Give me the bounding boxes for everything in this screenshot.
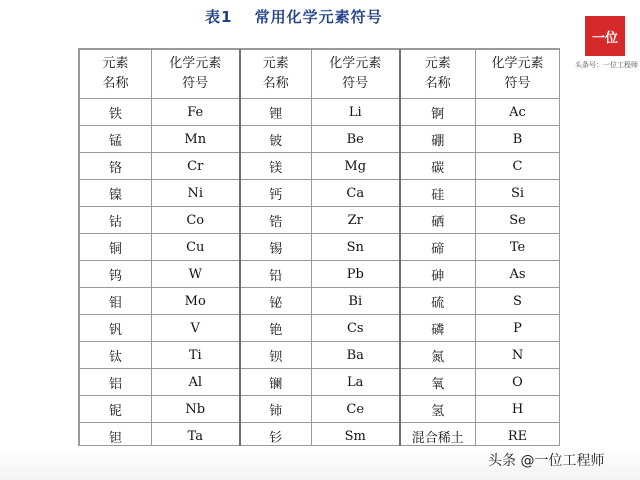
element-symbol-cell: Ac [476, 99, 560, 126]
element-name-cell: 钴 [80, 207, 152, 234]
element-name-cell: 铯 [240, 315, 312, 342]
element-symbol-cell: H [476, 396, 560, 423]
element-symbol-cell: Ni [152, 180, 240, 207]
element-symbol-cell: Sn [312, 234, 400, 261]
element-name-cell: 钒 [80, 315, 152, 342]
element-name-cell: 钡 [240, 342, 312, 369]
element-symbol-table [78, 48, 560, 446]
header-symbol: 化学元素 符号 [312, 50, 400, 99]
element-name-cell: 硫 [400, 288, 476, 315]
logo-caption: 头条号：一位工程师 [575, 61, 638, 69]
element-symbol-cell: RE [476, 423, 560, 450]
element-name-cell: 锡 [240, 234, 312, 261]
element-name-cell: 镍 [80, 180, 152, 207]
table-row [80, 369, 560, 396]
table-row [80, 99, 560, 126]
element-name-cell: 铝 [80, 369, 152, 396]
element-name-cell: 铌 [80, 396, 152, 423]
table-row [80, 288, 560, 315]
element-name-cell: 碳 [400, 153, 476, 180]
element-symbol-cell: Li [312, 99, 400, 126]
element-symbol-cell: Mg [312, 153, 400, 180]
element-symbol-cell: Zr [312, 207, 400, 234]
element-symbol-cell: C [476, 153, 560, 180]
element-name-cell: 镧 [240, 369, 312, 396]
element-symbol-cell: Mn [152, 126, 240, 153]
element-symbol-cell: Be [312, 126, 400, 153]
table-row [80, 315, 560, 342]
element-symbol-cell: S [476, 288, 560, 315]
element-symbol-cell: Nb [152, 396, 240, 423]
header-element-name: 元素 名称 [80, 50, 152, 99]
element-name-cell: 铍 [240, 126, 312, 153]
element-symbol-cell: Ta [152, 423, 240, 450]
element-name-cell: 钽 [80, 423, 152, 450]
table-row [80, 234, 560, 261]
element-symbol-cell: O [476, 369, 560, 396]
table-title [205, 6, 465, 30]
table-row [80, 342, 560, 369]
element-symbol-cell: La [312, 369, 400, 396]
symbol-table [79, 49, 560, 450]
element-symbol-cell: W [152, 261, 240, 288]
element-name-cell: 铅 [240, 261, 312, 288]
table-row [80, 180, 560, 207]
element-name-cell: 碲 [400, 234, 476, 261]
table-title-text: 常用化学元素符号 [254, 8, 383, 26]
element-name-cell: 钛 [80, 342, 152, 369]
element-name-cell: 铈 [240, 396, 312, 423]
element-name-cell: 钼 [80, 288, 152, 315]
table-number: 表1 [205, 8, 233, 26]
element-symbol-cell: Cr [152, 153, 240, 180]
element-symbol-cell: Fe [152, 99, 240, 126]
element-name-cell: 钐 [240, 423, 312, 450]
channel-logo [575, 16, 638, 72]
header-element-name: 元素 名称 [240, 50, 312, 99]
table-row [80, 261, 560, 288]
header-symbol: 化学元素 符号 [152, 50, 240, 99]
element-symbol-cell: Si [476, 180, 560, 207]
element-name-cell: 硼 [400, 126, 476, 153]
element-symbol-cell: As [476, 261, 560, 288]
table-row [80, 207, 560, 234]
element-symbol-cell: P [476, 315, 560, 342]
element-name-cell: 混合稀土 [400, 423, 476, 450]
element-symbol-cell: Co [152, 207, 240, 234]
element-symbol-cell: Cu [152, 234, 240, 261]
table-row [80, 126, 560, 153]
element-name-cell: 钨 [80, 261, 152, 288]
element-name-cell: 锰 [80, 126, 152, 153]
element-name-cell: 锕 [400, 99, 476, 126]
element-symbol-cell: Bi [312, 288, 400, 315]
element-name-cell: 氧 [400, 369, 476, 396]
element-symbol-cell: Ba [312, 342, 400, 369]
element-name-cell: 钙 [240, 180, 312, 207]
element-symbol-cell: Te [476, 234, 560, 261]
element-name-cell: 铬 [80, 153, 152, 180]
table-row [80, 396, 560, 423]
element-name-cell: 硒 [400, 207, 476, 234]
element-symbol-cell: V [152, 315, 240, 342]
element-name-cell: 铜 [80, 234, 152, 261]
logo-mark: 一位 [585, 16, 625, 56]
source-watermark: 头条 @一位工程师 [488, 453, 605, 469]
element-name-cell: 硅 [400, 180, 476, 207]
element-symbol-cell: B [476, 126, 560, 153]
element-name-cell: 铋 [240, 288, 312, 315]
element-symbol-cell: Ti [152, 342, 240, 369]
header-symbol: 化学元素 符号 [476, 50, 560, 99]
element-name-cell: 氮 [400, 342, 476, 369]
table-body [80, 50, 560, 450]
table-row [80, 153, 560, 180]
element-symbol-cell: Sm [312, 423, 400, 450]
element-symbol-cell: Ca [312, 180, 400, 207]
element-symbol-cell: Se [476, 207, 560, 234]
element-name-cell: 磷 [400, 315, 476, 342]
element-name-cell: 锂 [240, 99, 312, 126]
element-symbol-cell: Cs [312, 315, 400, 342]
element-name-cell: 铁 [80, 99, 152, 126]
header-element-name: 元素 名称 [400, 50, 476, 99]
element-symbol-cell: Al [152, 369, 240, 396]
element-name-cell: 氢 [400, 396, 476, 423]
element-symbol-cell: N [476, 342, 560, 369]
element-symbol-cell: Ce [312, 396, 400, 423]
element-symbol-cell: Mo [152, 288, 240, 315]
header-row [80, 50, 560, 99]
element-name-cell: 镁 [240, 153, 312, 180]
element-name-cell: 砷 [400, 261, 476, 288]
element-name-cell: 锆 [240, 207, 312, 234]
element-symbol-cell: Pb [312, 261, 400, 288]
